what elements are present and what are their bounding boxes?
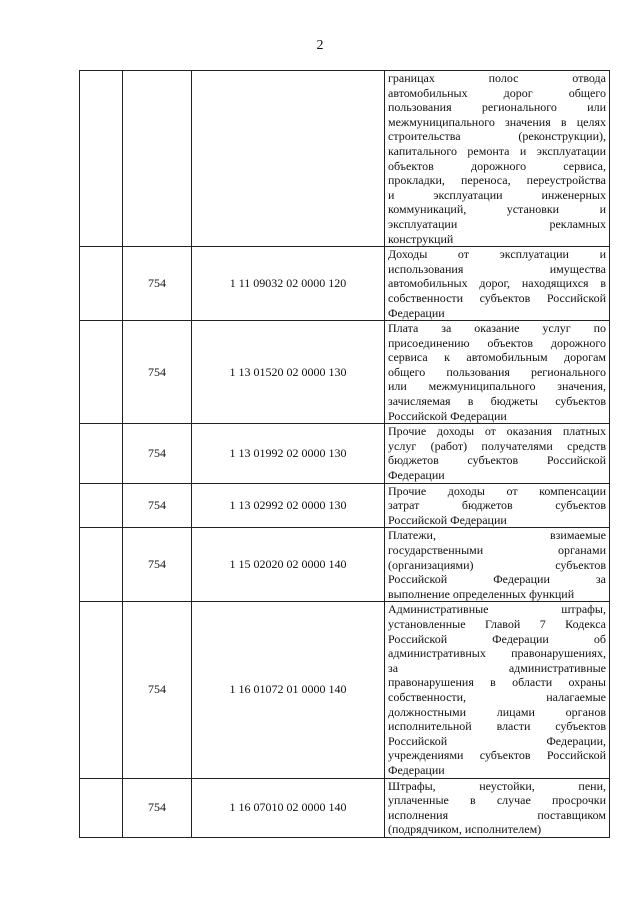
description-line: бюджетов субъектов Российской xyxy=(388,453,606,468)
description-line: услуг (работ) получателями средств xyxy=(388,438,606,453)
income-description-cell xyxy=(385,483,610,528)
income-description-cell xyxy=(385,321,610,424)
table-row xyxy=(80,602,610,778)
description-line: за административные xyxy=(388,660,606,675)
description-line: общего пользования регионального xyxy=(388,364,606,379)
income-description xyxy=(385,71,609,246)
description-line: уплаченные в случае просрочки xyxy=(388,793,606,808)
description-line: Платежи, взимаемые xyxy=(388,528,606,543)
table-row xyxy=(80,321,610,424)
description-line: пользования регионального или xyxy=(388,100,606,115)
admin-code-cell: 754 xyxy=(123,424,192,483)
description-line: (организациями) субъектов xyxy=(388,557,606,572)
row-empty-cell xyxy=(80,424,123,483)
description-line: Административные штрафы, xyxy=(388,602,606,617)
table-row xyxy=(80,424,610,483)
description-line: присоединению объектов дорожного xyxy=(388,335,606,350)
description-line: исполнения поставщиком xyxy=(388,807,606,822)
income-description-cell xyxy=(385,71,610,247)
budget-classification-code-cell: 1 13 02992 02 0000 130 xyxy=(192,483,385,528)
description-line: Российской Федерации об xyxy=(388,631,606,646)
description-line: Плата за оказание услуг по xyxy=(388,321,606,336)
description-line: прокладки, переноса, переустройства xyxy=(388,173,606,188)
income-description xyxy=(385,779,609,837)
description-line: Российской Федерации xyxy=(388,408,507,423)
admin-code-cell: 754 xyxy=(123,321,192,424)
description-line: Российской Федерации xyxy=(388,512,507,527)
budget-classification-code-cell: 1 13 01520 02 0000 130 xyxy=(192,321,385,424)
description-line: коммуникаций, установки и xyxy=(388,202,606,217)
budget-classification-code-cell: 1 16 01072 01 0000 140 xyxy=(192,602,385,778)
description-line: должностными лицами органов xyxy=(388,704,606,719)
description-line: учреждениями субъектов Российской xyxy=(388,748,606,763)
income-codes-table xyxy=(79,70,610,838)
description-line: Штрафы, неустойки, пени, xyxy=(388,778,606,793)
row-empty-cell xyxy=(80,528,123,602)
income-description xyxy=(385,321,609,423)
row-empty-cell xyxy=(80,247,123,321)
description-line: объектов дорожного сервиса, xyxy=(388,158,606,173)
description-line: государственными органами xyxy=(388,543,606,557)
description-line: административных правонарушениях, xyxy=(388,646,606,661)
description-line: Прочие доходы от компенсации xyxy=(388,483,606,498)
table-row xyxy=(80,71,610,247)
budget-classification-code-cell xyxy=(192,71,385,247)
admin-code-cell: 754 xyxy=(123,528,192,602)
income-description xyxy=(385,528,609,601)
description-line: собственности, налагаемые xyxy=(388,689,606,704)
description-line: границах полос отвода xyxy=(388,71,606,85)
row-empty-cell xyxy=(80,321,123,424)
description-line: автомобильных дорог общего xyxy=(388,85,606,100)
income-description xyxy=(385,602,609,777)
description-line: капитального ремонта и эксплуатации xyxy=(388,143,606,158)
table-row xyxy=(80,528,610,602)
income-description-cell xyxy=(385,778,610,837)
description-line: зачисляемая в бюджеты субъектов xyxy=(388,394,606,409)
description-line: сервиса к автомобильным дорогам xyxy=(388,350,606,365)
description-line: выполнение определенных функций xyxy=(388,586,575,601)
description-line: собственности субъектов Российской xyxy=(388,290,606,305)
description-line: или межмуниципального значения, xyxy=(388,379,606,394)
admin-code-cell: 754 xyxy=(123,247,192,321)
description-line: Федерации xyxy=(388,762,445,777)
description-line: (подрядчиком, исполнителем) xyxy=(388,822,542,837)
description-line: автомобильных дорог, находящихся в xyxy=(388,276,606,291)
income-description-cell xyxy=(385,602,610,778)
row-empty-cell xyxy=(80,483,123,528)
row-empty-cell xyxy=(80,71,123,247)
admin-code-cell: 754 xyxy=(123,778,192,837)
budget-classification-code-cell: 1 13 01992 02 0000 130 xyxy=(192,424,385,483)
description-line: Российской Федерации, xyxy=(388,733,606,748)
row-empty-cell xyxy=(80,778,123,837)
table-body xyxy=(80,71,610,838)
income-description xyxy=(385,247,609,320)
admin-code-cell xyxy=(123,71,192,247)
description-line: межмуниципального значения в целях xyxy=(388,114,606,129)
description-line: исполнительной власти субъектов xyxy=(388,719,606,734)
row-empty-cell xyxy=(80,602,123,778)
admin-code-cell: 754 xyxy=(123,602,192,778)
description-line: установленные Главой 7 Кодекса xyxy=(388,616,606,631)
table-row xyxy=(80,247,610,321)
description-line: и эксплуатации инженерных xyxy=(388,187,606,202)
budget-classification-code-cell: 1 11 09032 02 0000 120 xyxy=(192,247,385,321)
description-line: Российской Федерации за xyxy=(388,572,606,587)
description-line: Федерации xyxy=(388,468,445,483)
description-line: Прочие доходы от оказания платных xyxy=(388,424,606,439)
admin-code-cell: 754 xyxy=(123,483,192,528)
budget-classification-code-cell: 1 16 07010 02 0000 140 xyxy=(192,778,385,837)
income-description-cell xyxy=(385,528,610,602)
description-line: Федерации xyxy=(388,305,445,320)
description-line: использования имущества xyxy=(388,261,606,276)
description-line: Доходы от эксплуатации и xyxy=(388,247,606,262)
page-number: 2 xyxy=(316,38,324,53)
description-line: затрат бюджетов субъектов xyxy=(388,498,606,513)
description-line: правонарушения в области охраны xyxy=(388,675,606,690)
description-line: эксплуатации рекламных xyxy=(388,216,606,231)
income-description-cell xyxy=(385,247,610,321)
budget-classification-code-cell: 1 15 02020 02 0000 140 xyxy=(192,528,385,602)
description-line: строительства (реконструкции), xyxy=(388,129,606,144)
table-row xyxy=(80,778,610,837)
income-description xyxy=(385,424,609,482)
table-row xyxy=(80,483,610,528)
description-line: конструкций xyxy=(388,231,454,246)
income-description xyxy=(385,484,609,528)
income-description-cell xyxy=(385,424,610,483)
